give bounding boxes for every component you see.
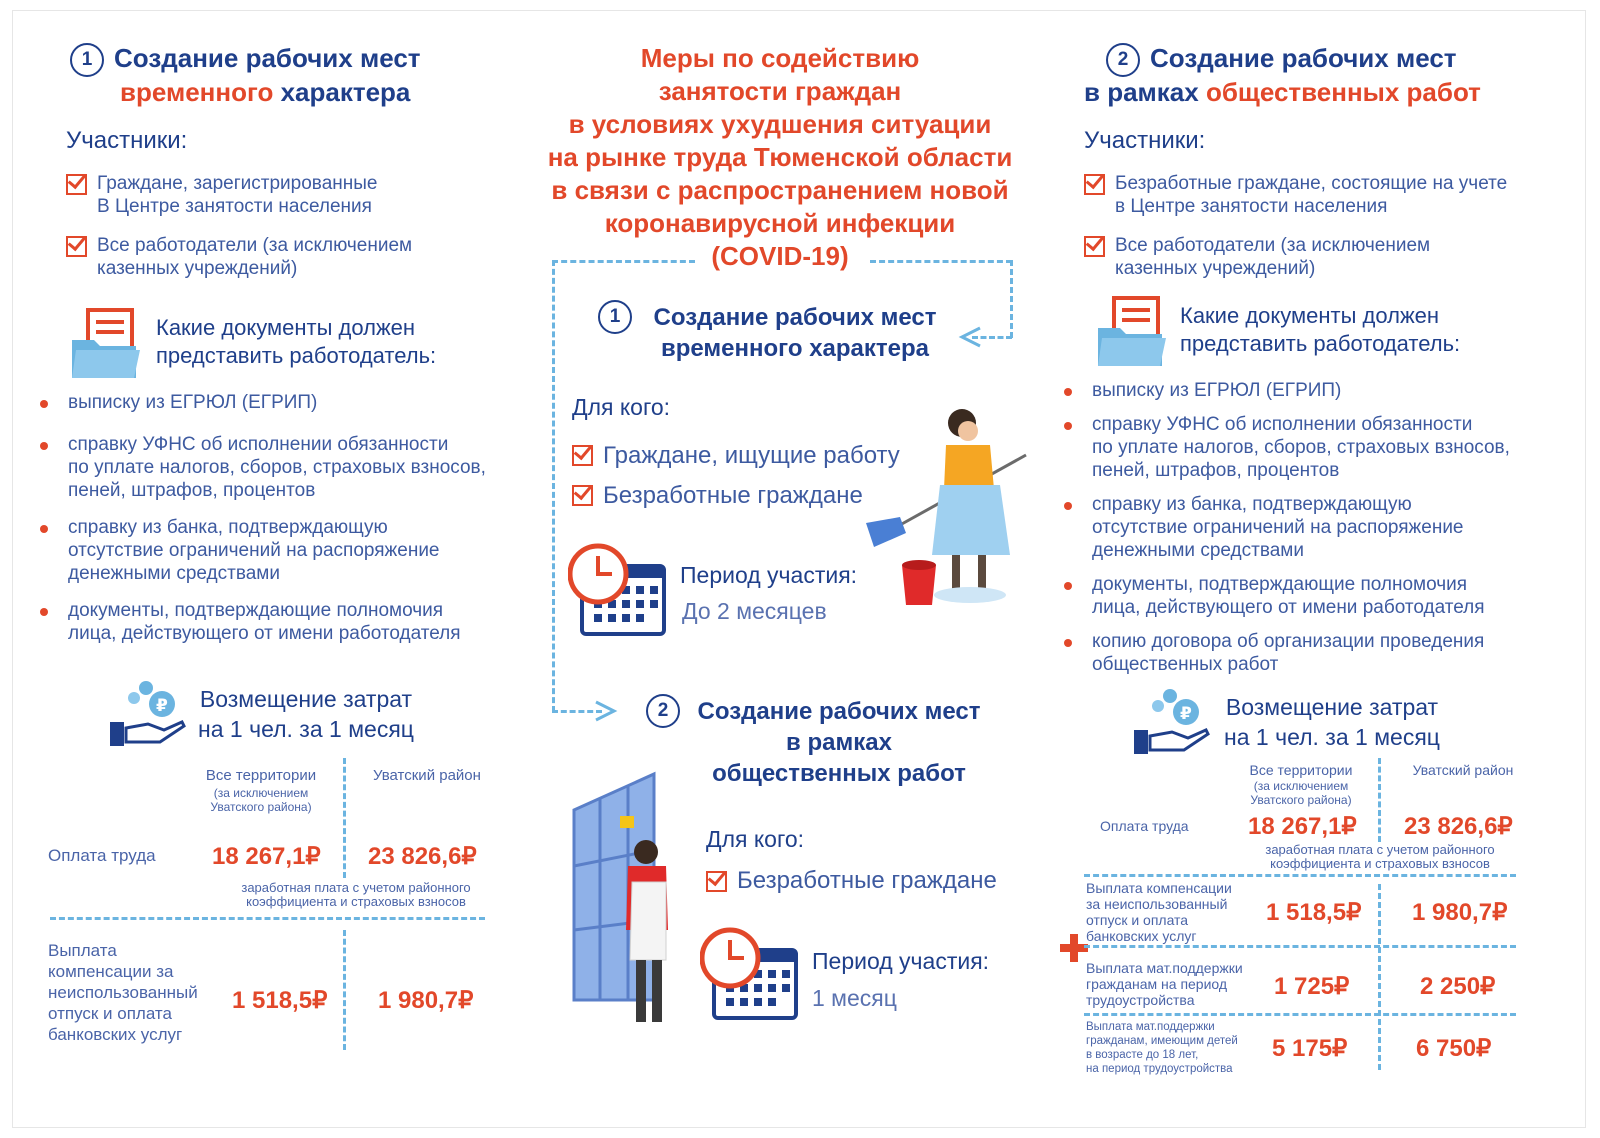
text-line: денежными средствами (1092, 540, 1304, 561)
text-line: Создание рабочих мест (653, 304, 937, 331)
right-col-uvat: Уватский район (1412, 762, 1514, 778)
text-line: Все работодатели (за исключением (1115, 235, 1431, 256)
text-line: банковских услуг (48, 1025, 183, 1044)
text-line: отсутствие ограничений на распоряжение (68, 540, 440, 561)
right-doc-item (1064, 630, 1554, 676)
right-row4-all: 5 175₽ (1272, 1035, 1348, 1062)
checkbox-icon (572, 445, 593, 466)
text-line: занятости граждан (658, 76, 902, 106)
divider (1084, 874, 1516, 877)
right-doc-item (1064, 413, 1554, 482)
text-line: Все работодатели (за исключением (97, 235, 413, 256)
right-col-all-note (1238, 779, 1364, 807)
text-line: В Центре занятости населения (97, 196, 372, 217)
right-row1-label: Оплата труда (1100, 818, 1189, 834)
center-s1-item (572, 436, 900, 476)
text-line: справку из банка, подтверждающую (1092, 494, 1412, 515)
text-line: Уватского района) (210, 800, 312, 814)
text-line: заработная плата с учетом районного (241, 880, 471, 895)
left-docs-title (156, 314, 436, 370)
center-s1-number (598, 300, 642, 334)
right-participants-label: Участники: (1084, 127, 1206, 154)
center-s1-title (640, 302, 950, 364)
text-line: документы, подтверждающие полномочия (68, 600, 444, 621)
text-line: общественных работ (712, 760, 966, 787)
flow-connector (1010, 260, 1013, 338)
right-row3-all: 1 725₽ (1274, 973, 1350, 1000)
divider (1378, 758, 1381, 842)
left-doc-item (40, 599, 520, 645)
text-line: коэффициента и страховых взносов (246, 894, 466, 909)
text-line: Выплата мат.поддержки (1086, 960, 1243, 976)
hand-coin-icon (1134, 686, 1210, 756)
text-line: общественных работ (1092, 654, 1279, 675)
left-row1-all: 18 267,1₽ (212, 843, 321, 870)
flow-connector (552, 260, 555, 712)
divider (1084, 1013, 1516, 1016)
text-line: по уплате налогов, сборов, страховых взносов, (68, 457, 486, 478)
window-washer-illustration (570, 770, 680, 1035)
center-s2-number-badge: 2 (646, 694, 680, 728)
left-title-line1: Создание рабочих мест (114, 43, 421, 73)
text-line: выписку из ЕГРЮЛ (ЕГРИП) (68, 392, 318, 413)
hand-coin-icon (110, 678, 186, 748)
text-line: компенсации за (48, 962, 174, 981)
left-title-rest: характера (273, 77, 411, 107)
center-s1-for-label: Для кого: (572, 394, 671, 420)
text-line: гражданам на период (1086, 976, 1228, 992)
left-participants-list (66, 172, 486, 280)
center-main-title (530, 42, 1030, 273)
text-line: пеней, штрафов, процентов (68, 480, 316, 501)
svg-text:₽: ₽ (156, 696, 168, 716)
right-row4-uvat: 6 750₽ (1416, 1035, 1492, 1062)
folder-documents-icon (1096, 294, 1168, 368)
text-line: (COVID-19) (711, 241, 849, 271)
checkbox-icon (66, 174, 87, 195)
item-text: Безработные граждане (737, 867, 997, 894)
text-line: Возмещение затрат (199, 686, 413, 712)
text-line: Граждане, зарегистрированные (97, 173, 378, 194)
text-line: в Центре занятости населения (1115, 196, 1388, 217)
text-line: Меры по содействию (640, 43, 920, 73)
center-s1-period: До 2 месяцев (682, 598, 827, 624)
left-title-line2 (120, 76, 410, 109)
text-line: коэффициента и страховых взносов (1270, 856, 1490, 871)
left-participant-item (66, 172, 486, 218)
text-line: Возмещение затрат (1225, 694, 1439, 720)
divider (1084, 945, 1516, 948)
text-line: отпуск и оплата (1086, 912, 1189, 928)
text-line: Какие документы должен (1180, 303, 1440, 328)
right-row2-label (1086, 880, 1232, 944)
left-participant-item (66, 234, 486, 280)
text-line: коронавирусной инфекции (604, 208, 956, 238)
divider (343, 758, 346, 878)
divider (343, 930, 346, 1050)
right-row2-uvat: 1 980,7₽ (1412, 899, 1508, 926)
right-title-navy: в рамках (1084, 77, 1206, 107)
right-participant-item (1084, 172, 1554, 218)
text-line: на 1 чел. за 1 месяц (198, 716, 414, 742)
folder-documents-icon (70, 306, 142, 380)
center-s2-list (706, 866, 997, 896)
arrow-right-icon (594, 700, 618, 722)
left-title-red: временного (120, 77, 274, 107)
left-participants-label: Участники: (66, 127, 188, 154)
arrow-left-icon (958, 326, 982, 348)
right-row2-all: 1 518,5₽ (1266, 899, 1362, 926)
right-row4-label (1086, 1020, 1238, 1076)
right-row3-label (1086, 960, 1243, 1008)
checkbox-icon (66, 236, 87, 257)
item-text: Безработные граждане (603, 482, 863, 509)
right-row1-note (1230, 843, 1530, 871)
right-doc-item (1064, 379, 1554, 402)
left-col-uvat: Уватский район (373, 767, 481, 784)
right-participant-item (1084, 234, 1554, 280)
left-col-all: Все территории (205, 767, 317, 784)
text-line: представить работодатель: (1180, 331, 1461, 356)
text-line: справку УФНС об исполнении обязанности (68, 434, 449, 455)
text-line: Выплата (48, 941, 117, 960)
text-line: Какие документы должен (156, 315, 416, 340)
center-s1-number-badge: 1 (598, 300, 632, 334)
text-line: за неиспользованный (1086, 896, 1228, 912)
text-line: неиспользованный (48, 983, 198, 1002)
divider (50, 917, 485, 920)
center-s2-title (684, 696, 994, 789)
text-line: трудоустройства (1086, 992, 1195, 1008)
text-line: пеней, штрафов, процентов (1092, 460, 1340, 481)
center-s1-period-label: Период участия: (680, 562, 858, 588)
text-line: Выплата компенсации (1086, 880, 1232, 896)
flow-connector (552, 260, 695, 263)
text-line: банковских услуг (1086, 928, 1197, 944)
center-s2-item (706, 866, 997, 896)
right-doc-item (1064, 493, 1554, 562)
left-row2-uvat: 1 980,7₽ (378, 987, 474, 1014)
right-comp-title (1210, 692, 1454, 752)
left-doc-item (40, 433, 520, 502)
center-s2-for-label: Для кого: (706, 826, 805, 852)
checkbox-icon (706, 871, 727, 892)
text-line: заработная плата с учетом районного (1265, 842, 1495, 857)
right-title (1106, 42, 1457, 77)
plus-icon (1060, 934, 1088, 962)
right-doc-item (1064, 573, 1554, 619)
right-title-line1: Создание рабочих мест (1150, 43, 1457, 73)
text-line: в связи с распространением новой (551, 175, 1009, 205)
text-line: на рынке труда Тюменской области (547, 142, 1013, 172)
text-line: (за исключением (213, 786, 309, 800)
text-line: гражданам, имеющим детей (1086, 1035, 1238, 1047)
text-line: лица, действующего от имени работодателя (1092, 597, 1485, 618)
text-line: на период трудоустройства (1086, 1063, 1233, 1075)
text-line: отпуск и оплата (48, 1004, 172, 1023)
text-line: в условиях ухудшения ситуации (568, 109, 992, 139)
text-line: на 1 чел. за 1 месяц (1224, 724, 1440, 750)
left-number-badge: 1 (70, 43, 104, 77)
right-docs-list (1064, 379, 1554, 676)
right-col-all: Все территории (1249, 762, 1353, 778)
checkbox-icon (572, 485, 593, 506)
cleaner-illustration (860, 405, 1035, 620)
left-title (70, 42, 421, 77)
text-line: выписку из ЕГРЮЛ (ЕГРИП) (1092, 380, 1342, 401)
calendar-clock-icon (700, 926, 800, 1022)
center-s2-period-label: Период участия: (812, 948, 990, 974)
left-row2-label (48, 940, 198, 1045)
left-comp-title (186, 684, 426, 744)
right-row1-all: 18 267,1₽ (1248, 813, 1357, 840)
right-row1-uvat: 23 826,6₽ (1404, 813, 1513, 840)
divider (1378, 884, 1381, 1070)
right-participants-list (1084, 172, 1554, 280)
right-title-line2 (1084, 76, 1481, 109)
right-docs-title (1180, 302, 1460, 358)
center-s1-list (572, 436, 900, 516)
text-line: отсутствие ограничений на распоряжение (1092, 517, 1464, 538)
left-row1-uvat: 23 826,6₽ (368, 843, 477, 870)
text-line: копию договора об организации проведения (1092, 631, 1485, 652)
svg-text:₽: ₽ (1180, 704, 1192, 724)
flow-connector (870, 260, 1012, 263)
item-text: Граждане, ищущие работу (603, 442, 900, 469)
checkbox-icon (1084, 174, 1105, 195)
right-row3-uvat: 2 250₽ (1420, 973, 1496, 1000)
left-row1-label: Оплата труда (48, 846, 156, 865)
text-line: в рамках (786, 729, 892, 756)
calendar-clock-icon (568, 542, 668, 638)
text-line: Создание рабочих мест (697, 698, 981, 725)
left-doc-item (40, 391, 520, 414)
center-s1-item (572, 476, 900, 516)
right-number-badge: 2 (1106, 43, 1140, 77)
text-line: Выплата мат.поддержки (1086, 1021, 1215, 1033)
text-line: (за исключением (1253, 779, 1349, 793)
text-line: представить работодатель: (156, 343, 437, 368)
text-line: справку из банка, подтверждающую (68, 517, 388, 538)
text-line: временного характера (660, 335, 930, 362)
text-line: Безработные граждане, состоящие на учете (1115, 173, 1508, 194)
right-title-red: общественных работ (1205, 77, 1481, 107)
left-docs-list (40, 391, 520, 645)
text-line: Уватского района) (1250, 793, 1352, 807)
center-s2-period: 1 месяц (812, 985, 897, 1011)
text-line: справку УФНС об исполнении обязанности (1092, 414, 1473, 435)
text-line: денежными средствами (68, 563, 280, 584)
text-line: казенных учреждений) (97, 258, 298, 279)
text-line: в возрасте до 18 лет, (1086, 1049, 1199, 1061)
left-col-all-note (196, 786, 326, 814)
left-doc-item (40, 516, 520, 585)
text-line: лица, действующего от имени работодателя (68, 623, 461, 644)
text-line: казенных учреждений) (1115, 258, 1316, 279)
left-row1-note (196, 881, 516, 909)
text-line: по уплате налогов, сборов, страховых взносов, (1092, 437, 1510, 458)
text-line: документы, подтверждающие полномочия (1092, 574, 1468, 595)
left-row2-all: 1 518,5₽ (232, 987, 328, 1014)
checkbox-icon (1084, 236, 1105, 257)
